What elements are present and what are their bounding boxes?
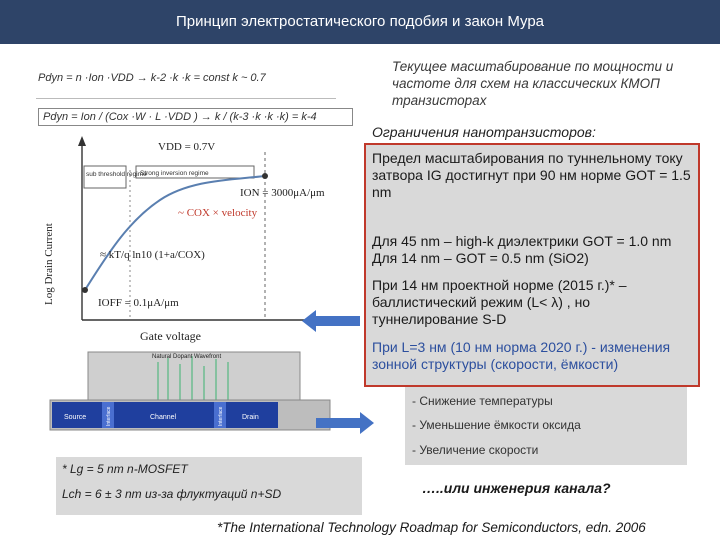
strong-inversion-label: Strong inversion regime bbox=[140, 170, 209, 177]
divider bbox=[36, 98, 336, 99]
cox-velocity-label: ~ COX × velocity bbox=[178, 207, 258, 219]
channel-engineering-question: …..или инженерия канала? bbox=[422, 480, 611, 496]
left-arrow-icon bbox=[300, 308, 364, 334]
slide-title: Принцип электростатического подобия и закон Мура bbox=[0, 0, 720, 44]
interface-label-right: Interface bbox=[218, 406, 224, 426]
measure-temperature: - Снижение температуры bbox=[412, 394, 553, 408]
ion-label: ION = 3000μA/μm bbox=[240, 187, 325, 199]
channel-length-note: Lch = 6 ± 3 nm из-за флуктуаций n+SD bbox=[62, 487, 282, 501]
mosfet-cross-section bbox=[40, 350, 340, 450]
id-vg-curve bbox=[85, 176, 265, 290]
limits-heading: Ограничения нанотранзисторов: bbox=[372, 124, 596, 140]
source-citation: *The International Technology Roadmap for Semiconductors, edn. 2006 bbox=[217, 520, 646, 535]
limit-ballistic: При 14 нм проектной норме (2015 г.)* – баллистический режим (L< λ) , но туннелирование S-D bbox=[372, 277, 627, 327]
subthreshold-label: sub threshold regime bbox=[86, 171, 147, 178]
limit-gate-tunnel: Предел масштабирования по туннельному току затвора IG достигнут при 90 нм норме GOT = 1.5 nm bbox=[372, 150, 691, 200]
wavefront-label: Natural Dopant Wavefront bbox=[152, 354, 222, 360]
right-arrow-icon bbox=[312, 410, 376, 436]
limit-band-structure: При L=3 нм (10 нм норма 2020 г.) - изменения зонной структуры (скорости, ёмкости) bbox=[372, 339, 671, 372]
ioff-point bbox=[82, 287, 88, 293]
formula-pdyn-2: Pdyn = Ion / (Cox ·W · L ·VDD ) → k / (k-3 ·k ·k ·k) = k-4 bbox=[38, 108, 353, 126]
scaling-note: Текущее масштабирование по мощности и частоте для схем на классических КМОП транзисторах bbox=[392, 59, 674, 108]
limit-high-k: Для 45 nm – high-k диэлектрики GOT = 1.0 nm Для 14 nm – GOT = 0.5 nm (SiO2) bbox=[372, 233, 672, 266]
interface-label-left: Interface bbox=[106, 406, 112, 426]
measure-oxide-capacitance: - Уменьшение ёмкости оксида bbox=[412, 418, 581, 432]
gate-length-note: * Lg = 5 nm n-MOSFET bbox=[62, 462, 188, 476]
channel-label: Channel bbox=[150, 414, 177, 421]
ioff-label: IOFF = 0.1μA/μm bbox=[98, 297, 179, 309]
measure-velocity: - Увеличение скорости bbox=[412, 443, 539, 457]
slope-label: ≈ kT/q ln10 (1+a/COX) bbox=[100, 249, 205, 261]
ion-point bbox=[262, 173, 268, 179]
y-axis-arrow bbox=[78, 136, 86, 146]
vdd-label: VDD = 0.7V bbox=[158, 141, 216, 153]
formula-pdyn-1: Pdyn = n ·Ion ·VDD → k-2 ·k ·k = const k ~ 0.7 bbox=[38, 72, 266, 84]
source-label: Source bbox=[64, 414, 87, 421]
x-axis-label: Gate voltage bbox=[140, 329, 201, 343]
drain-label: Drain bbox=[242, 414, 259, 421]
y-axis-label: Log Drain Current bbox=[43, 223, 55, 305]
